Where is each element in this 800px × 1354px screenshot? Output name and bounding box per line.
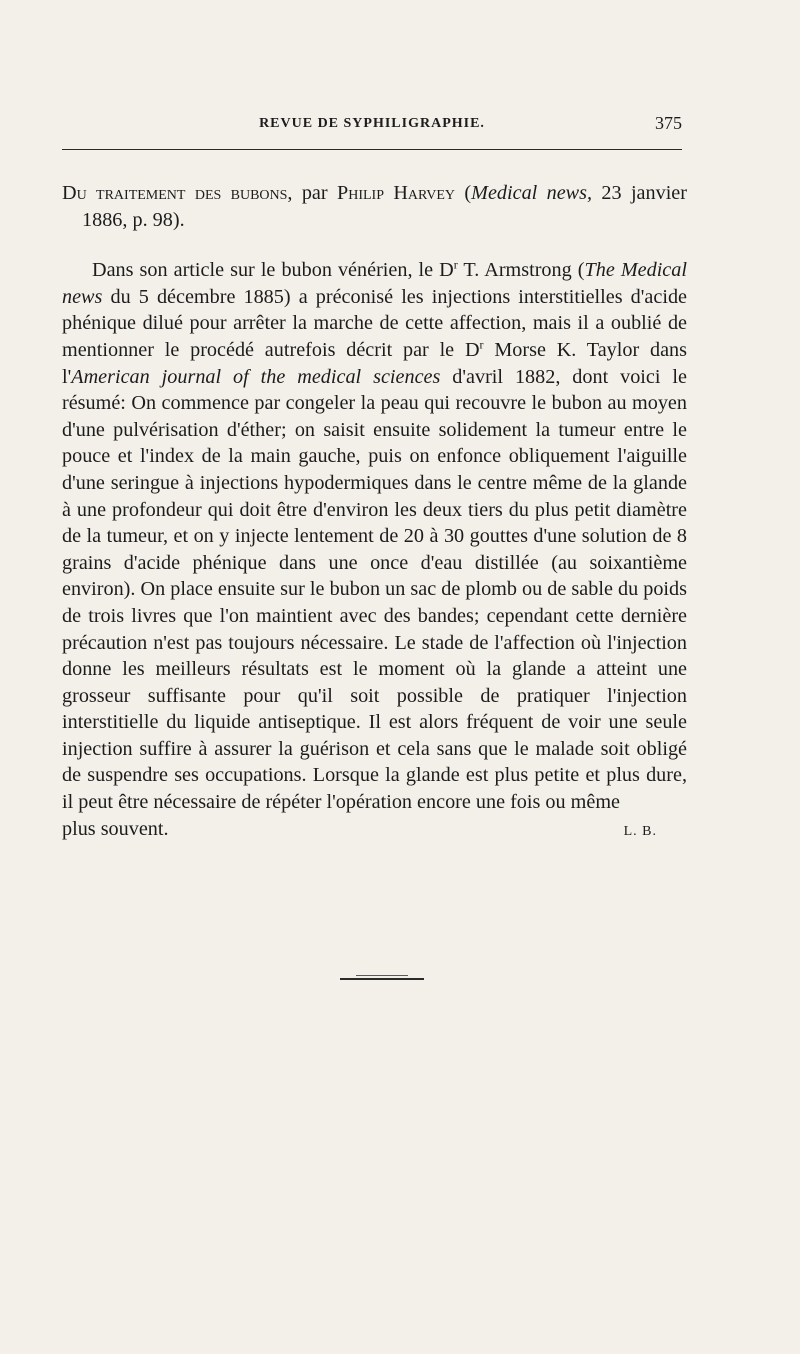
- source-open: (: [455, 182, 472, 204]
- body-text-1: Dans son article sur le bubon vénérien, le D: [92, 259, 454, 282]
- author-signature: L. B.: [623, 823, 657, 839]
- journal-reference: American journal of the medical sciences: [71, 365, 441, 388]
- journal-name: Medical news,: [471, 182, 593, 204]
- page-header: [62, 113, 682, 137]
- header-rule: [62, 149, 682, 150]
- end-rule: [340, 978, 424, 980]
- body-text-3: du 5 décembre 1885) a préconisé les injections interstitielles d'acide phénique dilué pour arrêter la marche de cette affection, mais il a oublié de mentionner le procédé autrefois décrit par le D: [62, 285, 687, 361]
- article: [62, 180, 687, 845]
- end-ornament: [356, 975, 408, 976]
- superscript-r: r: [479, 337, 484, 352]
- superscript-r: r: [453, 257, 458, 272]
- author-name: Philip Harvey: [336, 182, 456, 204]
- body-text-5: d'avril 1882, dont voici le résumé: On commence par congeler la peau qui recouvre le bubon au moyen d'une pulvérisation d'éther; on saisit ensuite solidement la tumeur entre le pouce et l'index de la main gauche, puis on enfonce obliquement l'aiguille d'une seringue à injections hypodermiques dans le centre même de la glande à une profondeur qui doit être d'environ les deux tiers du plus petit diamètre de la tumeur, et on y injecte lentement de 20 à 30 gouttes d'une solution de 8 grains d'acide phénique dans une once d'eau distillée (au soixantième environ). On place ensuite sur le bubon un sac de plomb ou de sable du poids de trois livres que l'on maintient avec des bandes; cependant cette dernière précaution n'est pas toujours nécessaire. Le stade de l'affection où l'injection donne les meilleurs résultats est le moment où la glande a atteint une grosseur suffisante pour qu'il soit possible de pratiquer l'injection interstitielle du liquide antiseptique. Il est alors fréquent de voir une seule injection suffire à assurer la guérison et cela sans que le malade soit obligé de suspendre ses occupations. Lorsque la glande est plus petite et plus dure, il peut être nécessaire de répéter l'opération encore une fois ou même: [62, 365, 687, 814]
- closing-line: [62, 816, 687, 846]
- journal-reference: The Medical news: [62, 259, 687, 308]
- body-text-end: plus souvent.: [62, 817, 169, 840]
- article-title: [62, 180, 687, 233]
- running-head: REVUE DE SYPHILIGRAPHIE.: [259, 116, 485, 131]
- page-number: 375: [655, 113, 682, 133]
- title-small-caps: Du traitement des bubons,: [62, 182, 293, 204]
- source-date: 23 janvier 1886, p. 98).: [82, 182, 687, 231]
- body-text-2: T. Armstrong (: [457, 259, 585, 282]
- body-paragraph: [62, 257, 687, 815]
- body-text-4: Morse K. Taylor dans l': [62, 338, 687, 388]
- title-by: par: [292, 182, 337, 204]
